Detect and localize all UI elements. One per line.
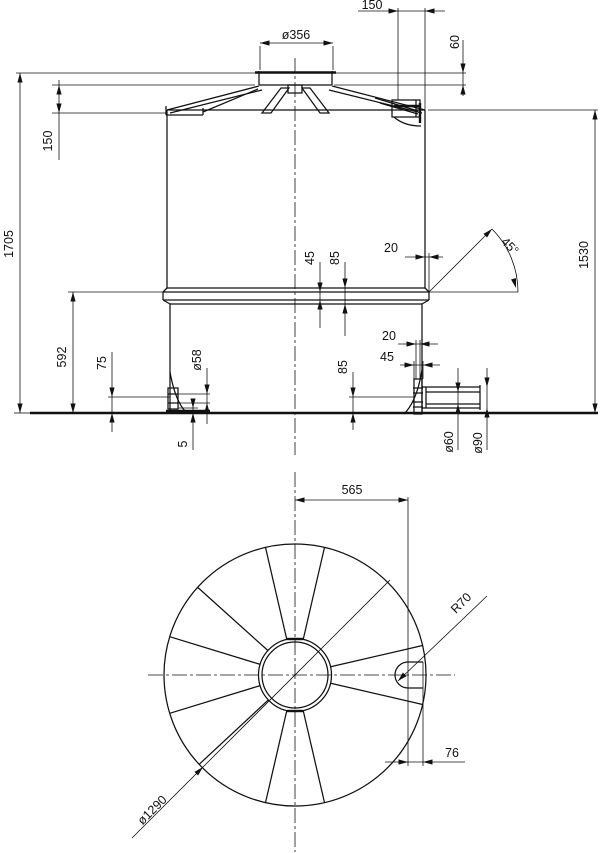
dim-band-full: 85	[328, 251, 342, 265]
dim-right-outlet-flange: 45	[380, 350, 394, 364]
dim-right-outlet-dia: ø60	[442, 431, 456, 453]
dim-hole-radius: R70	[448, 590, 475, 617]
front-dimension-lines	[17, 8, 597, 450]
dim-left-outlet-dia: ø58	[190, 349, 204, 371]
dim-left-outlet-gap: 5	[176, 440, 190, 448]
dim-roof-rise: 150	[41, 130, 55, 152]
dim-hole-offset: 565	[341, 483, 363, 497]
dim-edge-offset: 76	[445, 746, 459, 760]
dim-total-height: 1705	[2, 230, 16, 258]
bottom-view	[132, 472, 487, 852]
dim-left-outlet-height: 75	[95, 356, 109, 370]
front-dimension-labels	[2, 0, 591, 454]
dim-band-offset: 20	[384, 241, 398, 255]
dim-top-offset: 150	[361, 0, 383, 12]
front-extension-lines	[16, 8, 598, 408]
left-outlet	[166, 388, 210, 411]
dim-lower-height: 592	[55, 346, 69, 368]
dim-shell-height: 1530	[577, 241, 591, 269]
right-outlet	[413, 379, 480, 414]
dim-right-outlet-height: 85	[336, 360, 350, 374]
front-view	[2, 0, 598, 455]
dim-band-angle: 45°	[498, 234, 522, 258]
dim-band-upper: 45	[303, 251, 317, 265]
bottom-dimension-labels	[135, 483, 475, 828]
dim-tank-dia: ø1290	[134, 792, 170, 828]
bottom-dimension-lines	[132, 497, 487, 838]
dim-right-outlet-offset: 20	[382, 329, 396, 343]
roof-ribs	[166, 85, 421, 126]
dim-manhole-height: 60	[448, 35, 462, 49]
dim-manhole-dia: ø356	[281, 28, 311, 42]
dim-right-outlet-flange-dia: ø90	[471, 432, 485, 454]
